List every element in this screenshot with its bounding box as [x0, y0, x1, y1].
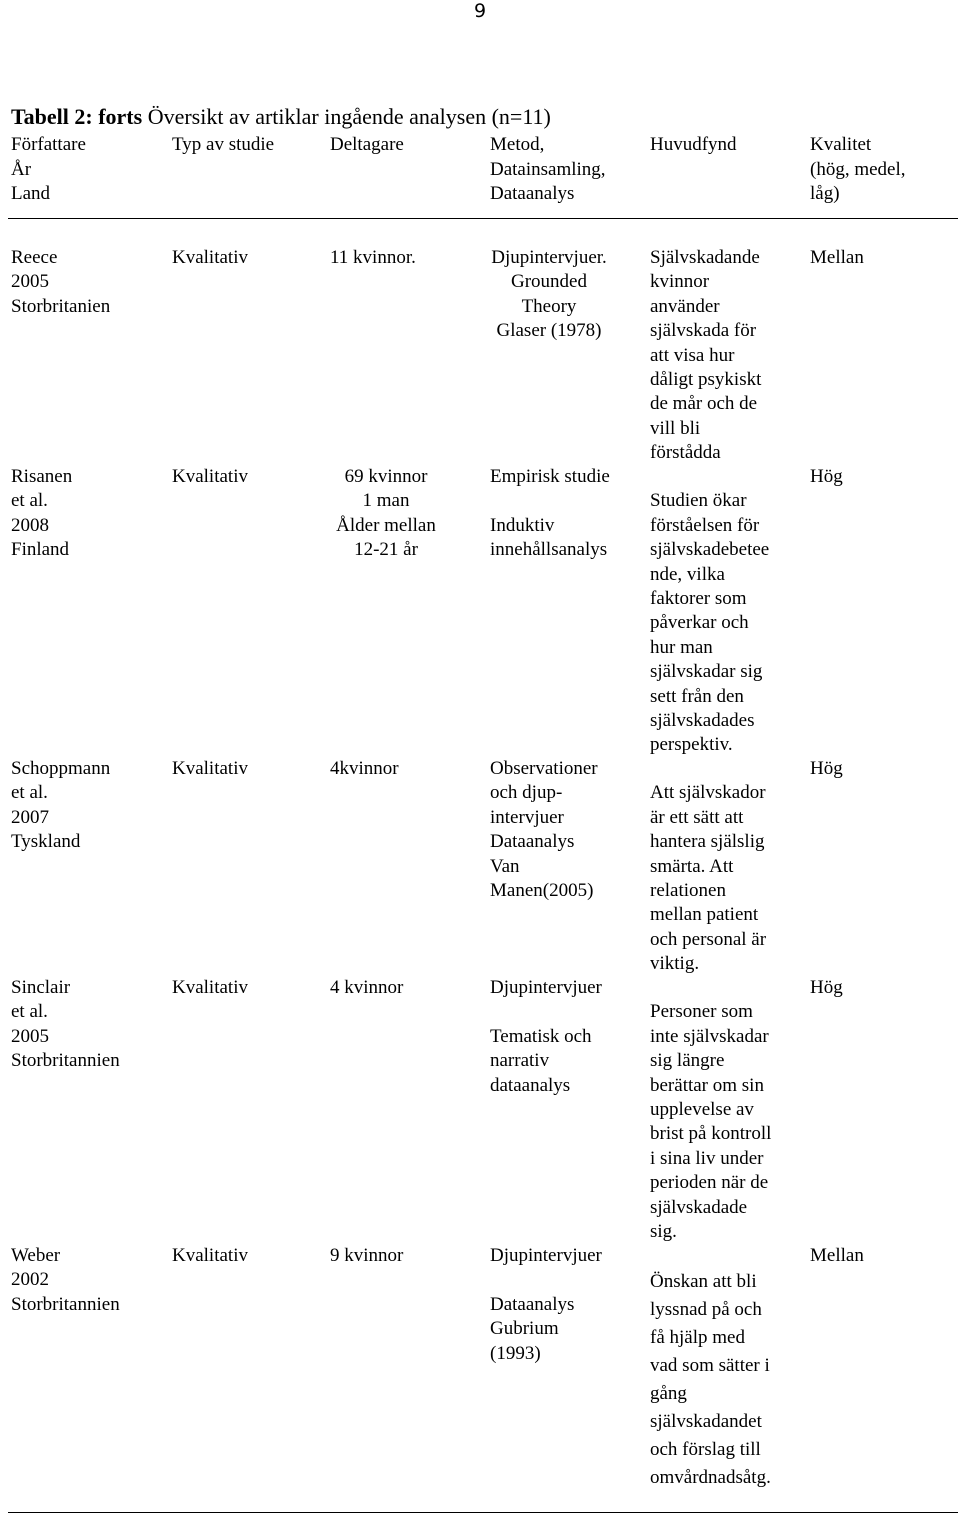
row-risanen-participants: 69 kvinnor 1 man Ålder mellan 12-21 år	[336, 466, 436, 561]
row-schoppmann-type: Kvalitativ	[172, 758, 248, 779]
header-findings: Huvudfynd	[650, 134, 737, 155]
bottom-rule	[8, 1512, 958, 1513]
row-sinclair-type: Kvalitativ	[172, 977, 248, 998]
row-reece-quality: Mellan	[810, 247, 864, 268]
row-reece-author: Reece 2005 Storbritanien	[11, 247, 111, 317]
row-schoppmann-method: Observationer och djup- intervjuer Dataanalys Van Manen(2005)	[490, 758, 598, 902]
header-author: Författare År Land	[11, 134, 86, 204]
row-weber-author: Weber 2002 Storbritannien	[11, 1245, 120, 1315]
row-schoppmann-author: Schoppmann et al. 2007 Tyskland	[11, 758, 111, 853]
row-reece-participants: 11 kvinnor.	[330, 247, 416, 268]
row-risanen-quality: Hög	[810, 466, 843, 487]
row-risanen-author: Risanen et al. 2008 Finland	[11, 466, 73, 561]
header-rule	[8, 218, 958, 219]
row-weber-findings: Önskan att bli lyssnad på och få hjälp med vad som sätter i gång självskadandet och förslag till omvårdnadsåtg.	[650, 1271, 771, 1488]
table-title-bold: Tabell 2: forts	[11, 104, 143, 129]
row-weber-quality: Mellan	[810, 1245, 864, 1266]
row-sinclair-quality: Hög	[810, 977, 843, 998]
row-risanen-method: Empirisk studie Induktiv innehållsanalys	[490, 466, 610, 561]
row-sinclair-method: Djupintervjuer Tematisk och narrativ dataanalys	[490, 977, 602, 1096]
row-sinclair-findings: Personer som inte självskadar sig längre berättar om sin upplevelse av brist på kontroll i sina liv under perioden när de självskadade sig.	[650, 1001, 772, 1243]
header-method: Metod, Datainsamling, Dataanalys	[490, 134, 606, 204]
header-type: Typ av studie	[172, 134, 275, 155]
row-schoppmann-findings: Att självskador är ett sätt att hantera själslig smärta. Att relationen mellan patient och personal är viktig.	[650, 782, 767, 975]
row-reece-method: Djupintervjuer. Grounded Theory Glaser (1978)	[491, 247, 607, 342]
row-sinclair-author: Sinclair et al. 2005 Storbritannien	[11, 977, 120, 1072]
row-schoppmann-quality: Hög	[810, 758, 843, 779]
row-schoppmann-participants: 4kvinnor	[330, 758, 399, 779]
header-participants: Deltagare	[330, 134, 404, 155]
row-weber-method: Djupintervjuer Dataanalys Gubrium (1993)	[490, 1245, 602, 1364]
page-number: 9	[473, 0, 487, 22]
row-weber-participants: 9 kvinnor	[330, 1245, 404, 1266]
row-weber-type: Kvalitativ	[172, 1245, 248, 1266]
row-reece-type: Kvalitativ	[172, 247, 248, 268]
table-title	[11, 104, 551, 130]
row-risanen-findings: Studien ökar förståelsen för självskadebetee nde, vilka faktorer som påverkar och hur man självskadar sig sett från den självskadades perspektiv.	[650, 490, 770, 756]
header-quality: Kvalitet (hög, medel, låg)	[810, 134, 906, 204]
row-risanen-type: Kvalitativ	[172, 466, 248, 487]
row-reece-findings: Självskadande kvinnor använder självskada för att visa hur dåligt psykiskt de mår och de vill bli förstådda	[650, 247, 762, 464]
row-sinclair-participants: 4 kvinnor	[330, 977, 404, 998]
table-title-rest: Översikt av artiklar ingående analysen (n=11)	[142, 104, 551, 129]
